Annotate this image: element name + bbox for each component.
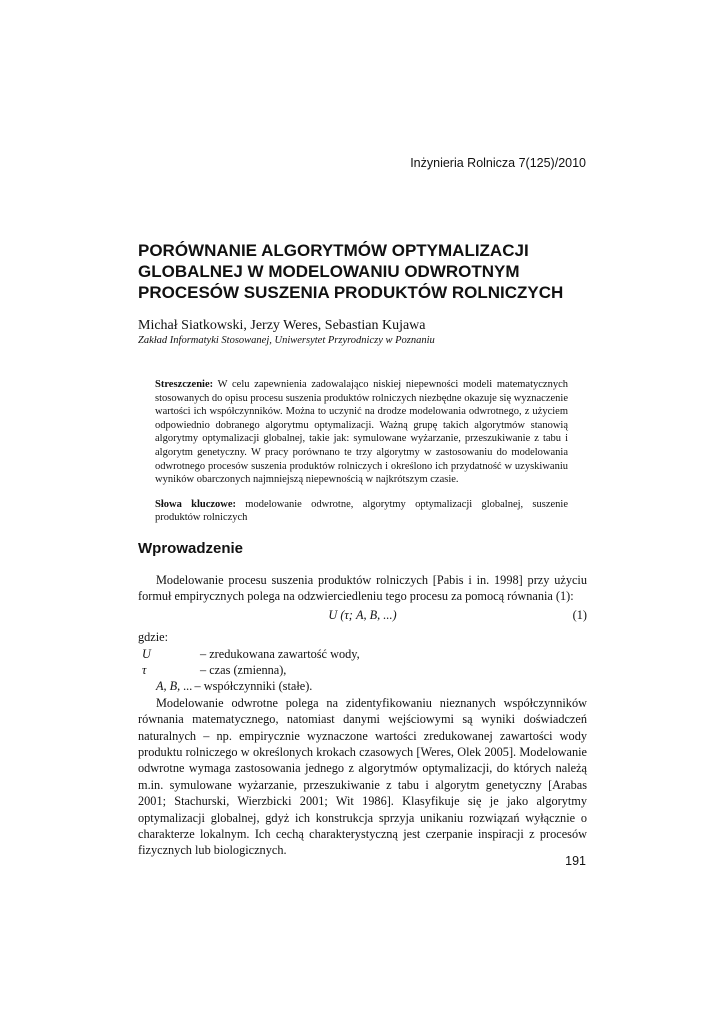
definition-row [138,678,587,694]
body-paragraph-2: Modelowanie odwrotne polega na zidentyfikowaniu nieznanych współczynników równania matematycznego, natomiast danymi wejściowymi są wyniki doświadczeń naturalnych – np. empirycznie wyznaczone wartości zredukowanej zawartości wody produktu rolniczego w określonych krokach czasowych [Weres, Olek 2005]. Modelowanie odwrotne wymaga zastosowania jednego z algorytmów optymalizacji, do których należą m.in. symulowane wyżarzanie, przeszukiwanie z tabu i algorytm genetyczny [Arabas 2001; Stachurski, Wierzbicki 2001; Wit 1986]. Klasyfikuje się je jako algorytmy optymalizacji globalnej, gdyż ich konstrukcja sprzyja unikaniu rozwiązań wyłącznie o charakterze lokalnym. Ich cechą charakterystyczną jest czerpanie inspiracji z procesów fizycznych lub biologicznych. [138,695,587,858]
abstract-text: W celu zapewnienia zadowalająco niskiej niepewności modeli matematycznych stosowanych do opisu procesu suszenia produktów rolniczych niezbędne okazuje się wyznaczenie wartości ich współczynników. Można to uczynić na drodze modelowania odwrotnego, z użyciem odpowiednio dobranego algorytmu optymalizacji. Ważną grupę takich algorytmów stanowią algorytmy optymalizacji globalnej, takie jak: symulowane wyżarzanie, przeszukiwanie z tabu i algorytm genetyczny. W pracy porównano te trzy algorytmy w zastosowaniu do modelowania odwrotnego procesów suszenia produktów rolniczych i określono ich przydatność w uzyskiwaniu wyników obarczonych najmniejszą niepewnością w najkrótszym czasie. [155,379,568,486]
keywords-text: modelowanie odwrotne, algorytmy optymalizacji globalnej, suszenie produktów rolniczych [155,498,569,524]
journal-header: Inżynieria Rolnicza 7(125)/2010 [410,156,586,170]
keywords-label: Słowa kluczowe: [155,498,237,510]
body-text [138,572,587,859]
keywords-paragraph [155,498,568,525]
paper-title [138,240,598,303]
title-line: PORÓWNANIE ALGORYTMÓW OPTYMALIZACJI [138,241,529,260]
definition-symbol: U [142,646,151,661]
abstract-paragraph [155,378,568,487]
definition-symbol: τ [142,663,147,678]
definition-row [138,646,587,662]
title-line: GLOBALNEJ W MODELOWANIU ODWROTNYM [138,262,520,281]
section-title: Wprowadzenie [138,540,244,557]
abstract [155,378,568,525]
authors: Michał Siatkowski, Jerzy Weres, Sebastian Kujawa [138,318,426,333]
equation-number: (1) [572,607,587,622]
equation-body: U (τ; A, B, ...) [328,607,397,622]
definition-description: – czas (zmienna), [200,663,287,678]
equation-1 [138,607,587,623]
definition-symbol: A, B, ... [156,679,193,694]
body-paragraph-1: Modelowanie procesu suszenia produktów rolniczych [Pabis i in. 1998] przy użyciu formuł empirycznych polega na odzwierciedleniu tego procesu za pomocą równania (1): [138,573,587,604]
where-label: gdzie: [138,630,169,645]
title-line: PROCESÓW SUSZENIA PRODUKTÓW ROLNICZYCH [138,283,564,302]
affiliation: Zakład Informatyki Stosowanej, Uniwersytet Przyrodniczy w Poznaniu [138,335,435,346]
definition-description: – współczynniki (stałe). [194,679,313,694]
definition-row [138,662,587,678]
abstract-label: Streszczenie: [155,379,214,390]
page-number: 191 [565,854,586,868]
definition-description: – zredukowana zawartość wody, [200,646,360,661]
